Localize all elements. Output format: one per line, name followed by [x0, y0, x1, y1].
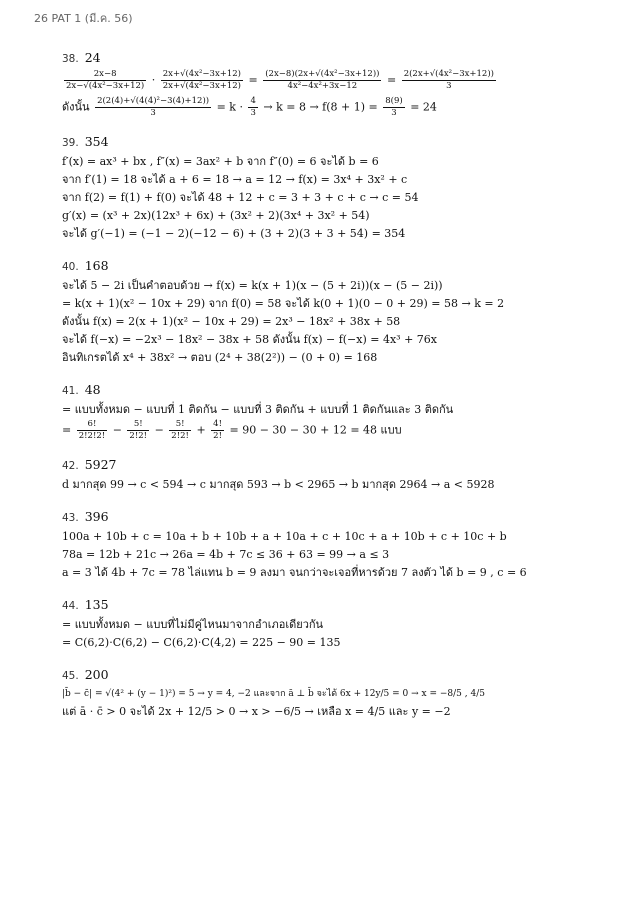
equation-line: $\frac{2x-8}{\text{2x−√(4x²−3x+12)}}$ · $\frac{\text{2x+√(4x²−3x+12)}}{\text{2x+√(4x²−3x+12)}}$ = $\frac{\text{(2x−8)(2x+√(4x²−3x+12))}}{\text{4x²−4x²+3x−12}}$ = $\frac{\text{2(2x+√(4x²−3x+12))}}{3}$	[66, 69, 494, 91]
solution-line: = k(x + 1)(x² − 10x + 29) จาก f(0) = 58 จะได้ k(0 + 1)(0 − 0 + 29) = 58 → k = 2	[62, 297, 505, 310]
solution-line: f′(x) = ax³ + bx , f″(x) = 3ax² + b จาก f″(0) = 6 จะได้ b = 6	[62, 155, 379, 168]
equation-line: = $\frac{6!}{2!2!2!}$ − $\frac{5!}{2!2!}$ − $\frac{5!}{2!2!}$ + $\frac{4!}{2!}$ = 90 − 30 − 30 + 12 = 48 แบบ	[62, 419, 402, 441]
solution-42	[62, 457, 612, 494]
solution-line: อินทิเกรตได้ x⁴ + 38x² → ตอบ (2⁴ + 38(2²)) − (0 + 0) = 168	[62, 351, 378, 364]
fraction: $\frac{2x-8}{\text{2x−√(4x²−3x+12)}}$	[66, 69, 145, 91]
problem-answer: 354	[84, 134, 109, 149]
solution-line: = แบบทั้งหมด − แบบที่ 1 ติดกัน − แบบที่ 3 ติดกัน + แบบที่ 1 ติดกันและ 3 ติดกัน	[62, 403, 454, 416]
solution-line: = C(6,2)·C(6,2) − C(6,2)·C(4,2) = 225 − 90 = 135	[62, 636, 341, 649]
solution-line: จาก f′(1) = 18 จะได้ a + 6 = 18 → a = 12 → f(x) = 3x⁴ + 3x² + c	[62, 173, 408, 186]
problem-answer: 396	[84, 509, 109, 524]
problem-number: 40.	[62, 261, 79, 273]
fraction: $\frac{4}{3}$	[250, 96, 256, 118]
solution-line: จาก f(2) = f(1) + f(0) จะได้ 48 + 12 + c = 3 + 3 + c + c → c = 54	[62, 191, 419, 204]
solution-line: จะได้ g′(−1) = (−1 − 2)(−12 − 6) + (3 + 2)(3 + 3 + 54) = 354	[62, 227, 406, 240]
problem-number: 38.	[62, 53, 79, 65]
solution-43	[62, 509, 612, 582]
problem-number: 45.	[62, 670, 79, 682]
solution-44	[62, 597, 612, 652]
problem-number: 39.	[62, 137, 79, 149]
problem-answer: 24	[84, 50, 101, 65]
solution-line: 100a + 10b + c = 10a + b + 10b + a + 10a + c + 10c + a + 10b + c + 10c + b	[62, 530, 507, 543]
solution-line: แต่ ā · c̄ > 0 จะได้ 2x + 12/5 > 0 → x > −6/5 → เหลือ x = 4/5 และ y = −2	[62, 705, 451, 718]
fraction: $\frac{5!}{2!2!}$	[129, 419, 148, 441]
solution-line: จะได้ f(−x) = −2x³ − 18x² − 38x + 58 ดังนั้น f(x) − f(−x) = 4x³ + 76x	[62, 333, 437, 346]
solution-38	[62, 50, 612, 119]
fraction: $\frac{8(9)}{3}$	[385, 96, 403, 118]
fraction: $\frac{6!}{2!2!2!}$	[78, 419, 106, 441]
fraction: $\frac{\text{2(2(4)+√(4(4)²−3(4)+12))}}{3}$	[97, 96, 210, 118]
solution-line: = แบบทั้งหมด − แบบที่ไม่มีคู่ไหนมาจากอำเภอเดียวกัน	[62, 618, 324, 631]
solution-line: 78a = 12b + 21c → 26a = 4b + 7c ≤ 36 + 63 = 99 → a ≤ 3	[62, 548, 390, 561]
problem-answer: 5927	[84, 457, 117, 472]
solution-41	[62, 382, 612, 442]
fraction: $\frac{5!}{2!2!}$	[171, 419, 189, 441]
solution-40	[62, 258, 612, 367]
fraction: $\frac{4!}{2!}$	[213, 419, 222, 441]
fraction: $\frac{\text{(2x−8)(2x+√(4x²−3x+12))}}{\text{4x²−4x²+3x−12}}$	[265, 69, 380, 91]
problem-answer: 135	[84, 597, 109, 612]
solution-line: g′(x) = (x³ + 2x)(12x³ + 6x) + (3x² + 2)(3x⁴ + 3x² + 54)	[62, 209, 370, 222]
solution-line: a = 3 ได้ 4b + 7c = 78 ไล่แทน b = 9 ลงมา จนกว่าจะเจอที่หารด้วย 7 ลงตัว ได้ b = 9 , c = 6	[62, 566, 527, 579]
problem-answer: 168	[84, 258, 109, 273]
page-header: 26 PAT 1 (มี.ค. 56)	[34, 12, 133, 25]
fraction: $\frac{\text{2(2x+√(4x²−3x+12))}}{3}$	[403, 69, 494, 91]
solution-line: จะได้ 5 − 2i เป็นคำตอบด้วย → f(x) = k(x + 1)(x − (5 + 2i))(x − (5 − 2i))	[62, 279, 443, 292]
problem-number: 43.	[62, 512, 79, 524]
problem-number: 41.	[62, 385, 79, 397]
problem-number: 44.	[62, 600, 79, 612]
equation-line: ดังนั้น $\frac{\text{2(2(4)+√(4(4)²−3(4)+12))}}{3}$ = k · $\frac{4}{3}$ → k = 8 → f(8 + 1) = $\frac{8(9)}{3}$ = 24	[62, 96, 437, 118]
fraction: $\frac{\text{2x+√(4x²−3x+12)}}{\text{2x+√(4x²−3x+12)}}$	[162, 69, 241, 91]
problem-answer: 200	[84, 667, 109, 682]
solution-39	[62, 134, 612, 243]
solution-line: d มากสุด 99 → c < 594 → c มากสุด 593 → b < 2965 → b มากสุด 2964 → a < 5928	[62, 478, 495, 491]
problem-answer: 48	[84, 382, 101, 397]
solution-line: |b̄ − c̄| = √(4² + (y − 1)²) = 5 → y = 4, −2 และจาก ā ⊥ b̄ จะได้ 6x + 12y/5 = 0 → x = −8/5 , 4/5	[62, 689, 485, 699]
solution-45	[62, 667, 612, 721]
solutions-content	[62, 50, 612, 736]
problem-number: 42.	[62, 460, 79, 472]
solution-line: ดังนั้น f(x) = 2(x + 1)(x² − 10x + 29) = 2x³ − 18x² + 38x + 58	[62, 315, 401, 328]
